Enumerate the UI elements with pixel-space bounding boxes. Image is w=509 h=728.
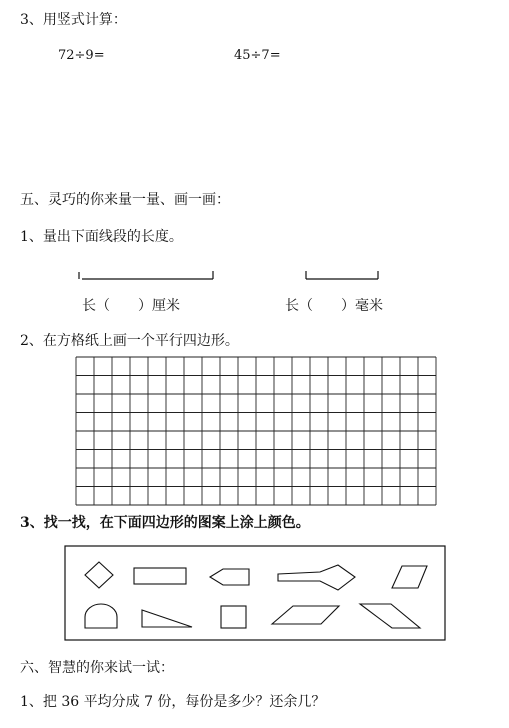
shapes-frame [65, 546, 445, 640]
shape-trapezoid[interactable] [272, 606, 339, 624]
q1-title: 1、量出下面线段的长度。 [20, 229, 183, 245]
grid-paper[interactable] [76, 357, 436, 505]
calc-problem-2: 45÷7= [234, 48, 281, 63]
shape-triangle[interactable] [142, 610, 192, 627]
shape-pentagon-arrow[interactable] [210, 569, 249, 585]
shape-arrow-head[interactable] [278, 565, 355, 590]
section5-heading: 五、灵巧的你来量一量、画一画： [20, 192, 230, 208]
q3-title: 3、找一找，在下面四边形的图案上涂上颜色。 [20, 515, 310, 531]
shape-parallelogram-1[interactable] [392, 566, 427, 588]
shape-parallelogram-2[interactable] [360, 604, 420, 628]
segment-mm [306, 271, 378, 279]
shape-half-round[interactable] [85, 604, 117, 628]
answer-mm: 长（ ）毫米 [285, 298, 383, 314]
shape-rhombus[interactable] [85, 562, 113, 588]
section6-q1-title: 1、把 36 平均分成 7 份，每份是多少？还余几？ [20, 694, 326, 710]
section6-heading: 六、智慧的你来试一试： [20, 660, 174, 676]
calc-heading: 3、用竖式计算： [20, 12, 127, 28]
shape-rectangle[interactable] [134, 568, 186, 584]
shape-square[interactable] [221, 606, 246, 628]
calc-problem-1: 72÷9= [58, 48, 105, 63]
segment-cm [79, 271, 213, 279]
answer-cm: 长（ ）厘米 [82, 298, 180, 314]
q2-title: 2、在方格纸上画一个平行四边形。 [20, 333, 239, 349]
